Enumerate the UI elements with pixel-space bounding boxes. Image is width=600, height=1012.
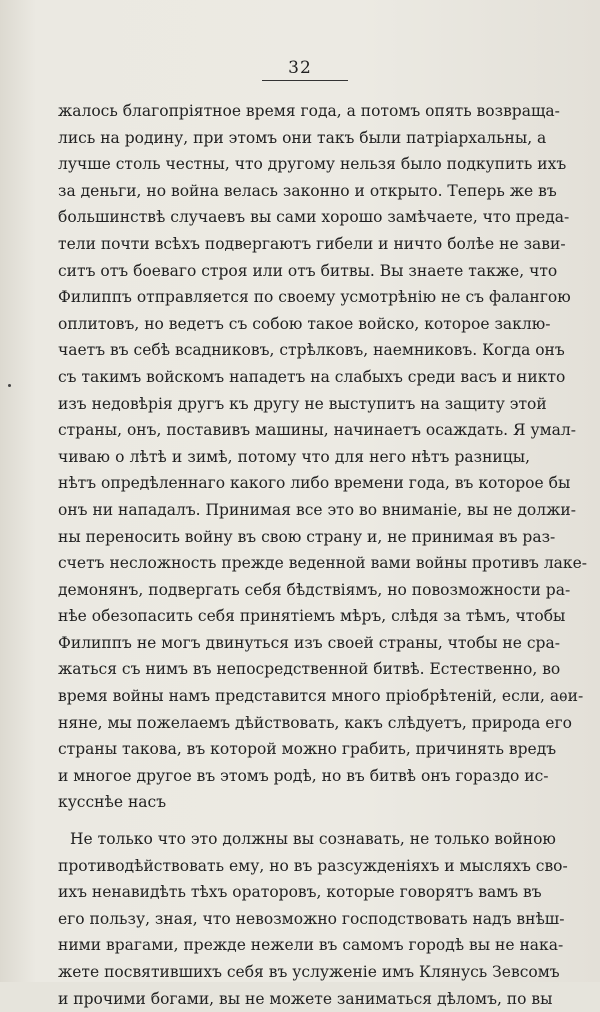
text-line: страны такова, въ которой можно грабить, причинять вредъ [58, 740, 557, 759]
text-line: ихъ ненавидѣть тѣхъ ораторовъ, которые говорятъ вамъ въ [58, 883, 542, 902]
text-line: ними врагами, прежде нежели въ самомъ городѣ вы не нака- [58, 936, 564, 955]
text-line: и многое другое въ этомъ родѣ, но въ битвѣ онъ гораздо ис- [58, 766, 549, 785]
text-line: съ такимъ войскомъ нападетъ на слабыхъ среди васъ и никто [58, 367, 566, 386]
text-line: счетъ несложность прежде веденной вами войны противъ лаке- [58, 554, 588, 573]
text-line: чиваю о лѣтѣ и зимѣ, потому что для него нѣтъ разницы, [58, 447, 530, 466]
text-line: жаться съ нимъ въ непосредственной битвѣ. Естественно, во [58, 660, 561, 679]
text-line: его пользу, зная, что невозможно господствовать надъ внѣш- [58, 909, 565, 928]
header-rule [262, 80, 348, 81]
paragraph-1 [58, 98, 588, 816]
text-line: страны, онъ, поставивъ машины, начинаетъ осаждать. Я умал- [58, 421, 576, 440]
text-line: няне, мы пожелаемъ дѣйствовать, какъ слѣдуетъ, природа его [58, 713, 572, 732]
text-line: оплитовъ, но ведетъ съ собою такое войско, которое заклю- [58, 314, 551, 333]
text-line: лучше столь честны, что другому нельзя было подкупить ихъ [58, 155, 567, 174]
text-line: демонянъ, подвергать себя бѣдствіямъ, но повозможности ра- [58, 580, 571, 599]
paragraph-2 [58, 826, 568, 1012]
text-line: и прочими богами, вы не можете заниматься дѣломъ, по вы [58, 989, 553, 1008]
text-line: нѣтъ опредѣленнаго какого либо времени года, въ которое бы [58, 474, 571, 493]
text-line: чаетъ въ себѣ всадниковъ, стрѣлковъ, наемниковъ. Когда онъ [58, 341, 565, 360]
text-line: ситъ отъ боеваго строя или отъ битвы. Вы знаете также, что [58, 261, 558, 280]
text-line: жалось благопріятное время года, а потомъ опять возвраща- [58, 102, 560, 120]
body-text [58, 98, 588, 1012]
text-line: лись на родину, при этомъ они такъ были патріархальны, а [58, 128, 547, 147]
text-line: кусснѣе насъ [58, 793, 167, 812]
text-line: Филиппъ не могъ двинуться изъ своей страны, чтобы не сра- [58, 633, 560, 652]
text-line: онъ ни нападалъ. Принимая все это во вниманіе, вы не должи- [58, 500, 576, 519]
text-line: за деньги, но война велась законно и открыто. Теперь же въ [58, 181, 557, 200]
text-line: большинствѣ случаевъ вы сами хорошо замѣчаете, что преда- [58, 208, 570, 227]
ink-speck [8, 384, 11, 387]
page-number: 32 [288, 58, 312, 78]
text-line: Не только что это должны вы сознавать, не только войною [70, 830, 556, 849]
text-line: нѣе обезопасить себя принятіемъ мѣръ, слѣдя за тѣмъ, чтобы [58, 607, 566, 626]
text-line: противодѣйствовать ему, но въ разсужденіяхъ и мысляхъ сво- [58, 856, 568, 875]
text-line: ны переносить войну въ свою страну и, не принимая въ раз- [58, 527, 556, 546]
text-line: время войны намъ представится много пріобрѣтеній, если, аѳи- [58, 687, 584, 706]
text-line: жете посвятившихъ себя въ услуженіе имъ Клянусь Зевсомъ [58, 963, 560, 981]
text-line: тели почти всѣхъ подвергаютъ гибели и ничто болѣе не зави- [58, 234, 566, 253]
paragraph-gap [58, 816, 530, 826]
text-line: изъ недовѣрія другъ къ другу не выступитъ на защиту этой [58, 394, 547, 413]
text-line: Филиппъ отправляется по своему усмотрѣнію не съ фалангою [58, 288, 571, 307]
